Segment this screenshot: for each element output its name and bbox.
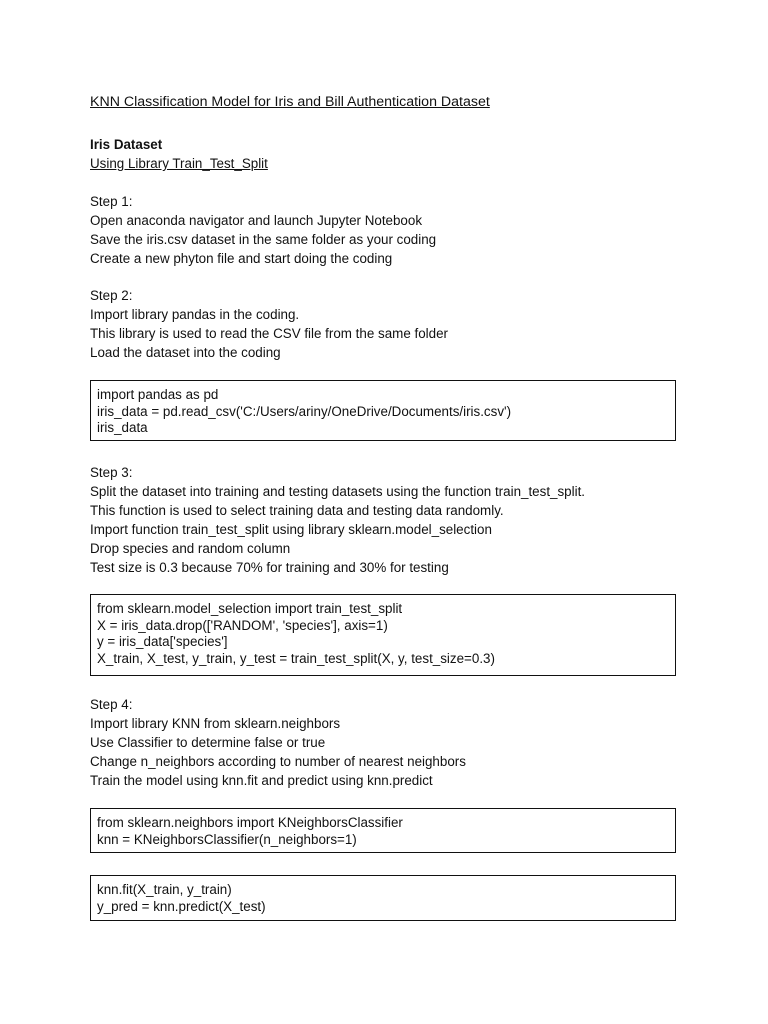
code-line: from sklearn.neighbors import KNeighborsClassifier [97,815,403,830]
step-3-heading: Step 3: [90,465,133,480]
step-1-line-2: Save the iris.csv dataset in the same folder as your coding [90,232,437,247]
step-4-heading: Step 4: [90,697,133,712]
step-3-line-2: This function is used to select training data and testing data randomly. [90,503,504,518]
step-4-line-1: Import library KNN from sklearn.neighbors [90,716,341,731]
document-title: KNN Classification Model for Iris and Bill Authentication Dataset [90,94,490,110]
code-line: y_pred = knn.predict(X_test) [97,898,266,914]
code-line: iris_data [97,420,148,436]
code-line: iris_data = pd.read_csv('C:/Users/ariny/OneDrive/Documents/iris.csv') [97,403,512,419]
step-2-line-2: This library is used to read the CSV file from the same folder [90,326,448,341]
step-2-heading: Step 2: [90,288,133,303]
code-line: y = iris_data['species'] [97,634,228,650]
step-3-line-4: Drop species and random column [90,541,291,556]
code-block-2 [90,594,676,676]
step-2-line-3: Load the dataset into the coding [90,345,281,360]
step-2-line-1: Import library pandas in the coding. [90,307,300,322]
code-block-1 [90,380,676,441]
step-1-line-3: Create a new phyton file and start doing the coding [90,251,393,266]
code-line: knn = KNeighborsClassifier(n_neighbors=1) [97,831,357,847]
code-block-4 [90,875,676,921]
code-line: X = iris_data.drop(['RANDOM', 'species'], axis=1) [97,617,388,633]
step-3-line-5: Test size is 0.3 because 70% for training and 30% for testing [90,560,449,575]
step-3-line-1: Split the dataset into training and testing datasets using the function train_test_split. [90,484,586,499]
step-3-line-3: Import function train_test_split using library sklearn.model_selection [90,522,492,537]
section-heading: Iris Dataset [90,137,163,152]
step-1-heading: Step 1: [90,194,133,209]
code-block-3 [90,808,676,853]
code-line: import pandas as pd [97,387,219,402]
code-line: knn.fit(X_train, y_train) [97,882,232,897]
step-4-line-2: Use Classifier to determine false or true [90,735,326,750]
code-line: from sklearn.model_selection import train_test_split [97,601,403,616]
step-4-line-3: Change n_neighbors according to number of nearest neighbors [90,754,466,769]
subheading: Using Library Train_Test_Split [90,156,268,171]
code-line: X_train, X_test, y_train, y_test = train_test_split(X, y, test_size=0.3) [97,651,495,667]
step-4-line-4: Train the model using knn.fit and predict using knn.predict [90,773,433,788]
step-1-line-1: Open anaconda navigator and launch Jupyter Notebook [90,213,423,228]
